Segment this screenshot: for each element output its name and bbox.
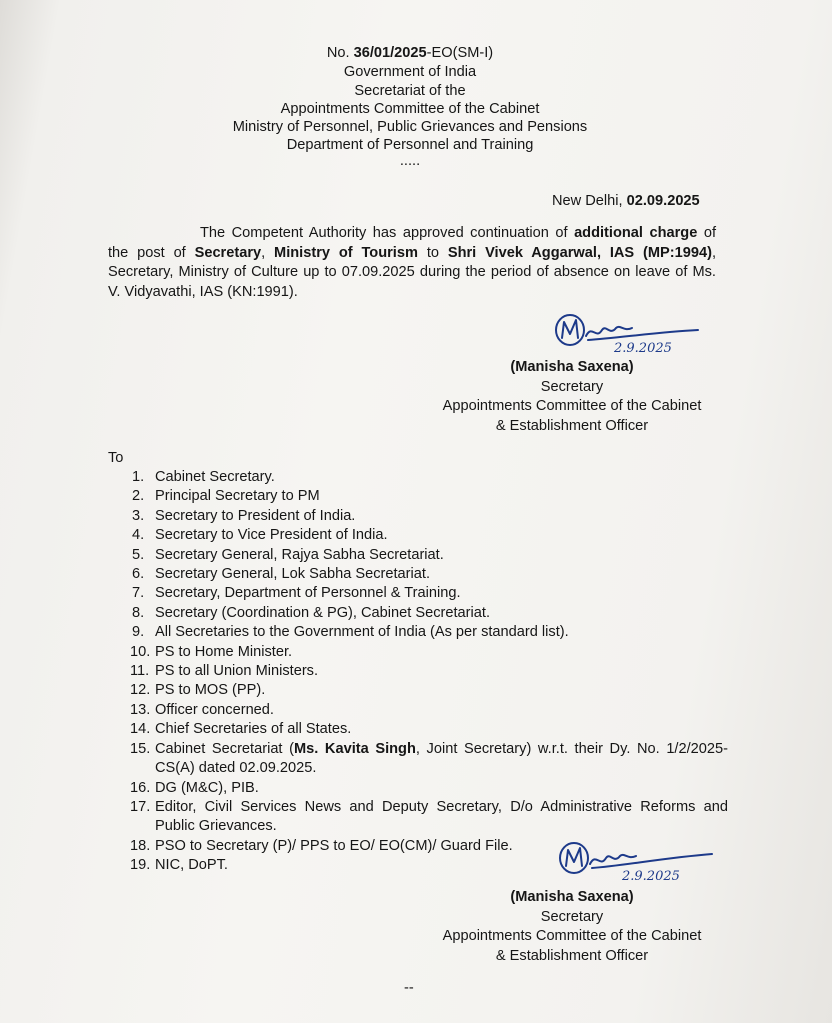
distribution-list [108, 468, 728, 876]
list-item: 4. Secretary to Vice President of India. [132, 527, 388, 544]
signatory-designation: Secretary [540, 378, 604, 395]
list-item: 7. Secretary, Department of Personnel & Training. [132, 585, 461, 602]
header-dots: ..... [399, 153, 421, 169]
list-item: 18. PSO to Secretary (P)/ PPS to EO/ EO(CM)/ Guard File. [130, 837, 513, 854]
header-department: Department of Personnel and Training [286, 137, 534, 153]
list-item: 15. Cabinet Secretariat (Ms. Kavita Singh, Joint Secretary) w.r.t. their Dy. No. 1/2/2025-CS(A) dated 02.09.2025. [130, 740, 728, 777]
list-item: 14. Chief Secretaries of all States. [130, 721, 352, 738]
signatory-name: (Manisha Saxena) [510, 359, 634, 375]
list-item: 1. Cabinet Secretary. [132, 469, 275, 485]
list-item: 9. All Secretaries to the Government of India (As per standard list). [132, 624, 569, 641]
header-secretariat: Secretariat of the [354, 83, 466, 99]
list-item: 12. PS to MOS (PP). [130, 682, 266, 699]
header-government: Government of India [343, 64, 477, 80]
signatory-office: & Establishment Officer [495, 947, 649, 964]
list-item: 3. Secretary to President of India. [132, 507, 356, 524]
signature-2-block [412, 888, 732, 966]
list-item: 19. NIC, DoPT. [130, 857, 228, 874]
list-item: 2. Principal Secretary to PM [132, 488, 320, 505]
signature-1-date: 2.9.2025 [614, 341, 672, 356]
list-item: 16. DG (M&C), PIB. [130, 779, 259, 796]
order-paragraph: The Competent Authority has approved continuation of additional charge of the post of Secretary, Ministry of Tourism to Shri Vivek Aggarwal, IAS (MP:1994), Secretary, Ministry of Culture up to 07.09.2025 during the period of absence on leave of Ms. V. Vidyavathi, IAS (KN:1991). [108, 225, 717, 300]
list-item: 17. Editor, Civil Services News and Deputy Secretary, D/o Administrative Reforms and Public Grievances. [130, 798, 728, 835]
list-item: 8. Secretary (Coordination & PG), Cabinet Secretariat. [132, 604, 490, 621]
signatory-designation: Secretary [540, 908, 604, 925]
signatory-office: & Establishment Officer [495, 417, 649, 434]
signature-2-image [552, 836, 722, 888]
order-number: No. 36/01/2025-EO(SM-I) [326, 45, 494, 61]
header-committee: Appointments Committee of the Cabinet [280, 101, 540, 117]
footer-mark: -- [404, 980, 414, 996]
header-ministry: Ministry of Personnel, Public Grievances and Pensions [232, 119, 588, 135]
list-item: 5. Secretary General, Rajya Sabha Secretariat. [132, 546, 444, 563]
to-label: To [108, 450, 124, 466]
list-item: 10. PS to Home Minister. [130, 643, 293, 660]
signatory-name: (Manisha Saxena) [510, 889, 634, 905]
signature-1-block [412, 358, 732, 436]
list-item: 13. Officer concerned. [130, 701, 274, 718]
signature-2-date: 2.9.2025 [622, 869, 680, 884]
place-date: New Delhi, 02.09.2025 [552, 193, 700, 209]
signatory-committee: Appointments Committee of the Cabinet [442, 398, 702, 414]
signatory-committee: Appointments Committee of the Cabinet [442, 928, 702, 944]
signature-1-image [548, 310, 708, 362]
list-item: 11. PS to all Union Ministers. [130, 663, 319, 680]
list-item: 6. Secretary General, Lok Sabha Secretariat. [132, 566, 430, 583]
